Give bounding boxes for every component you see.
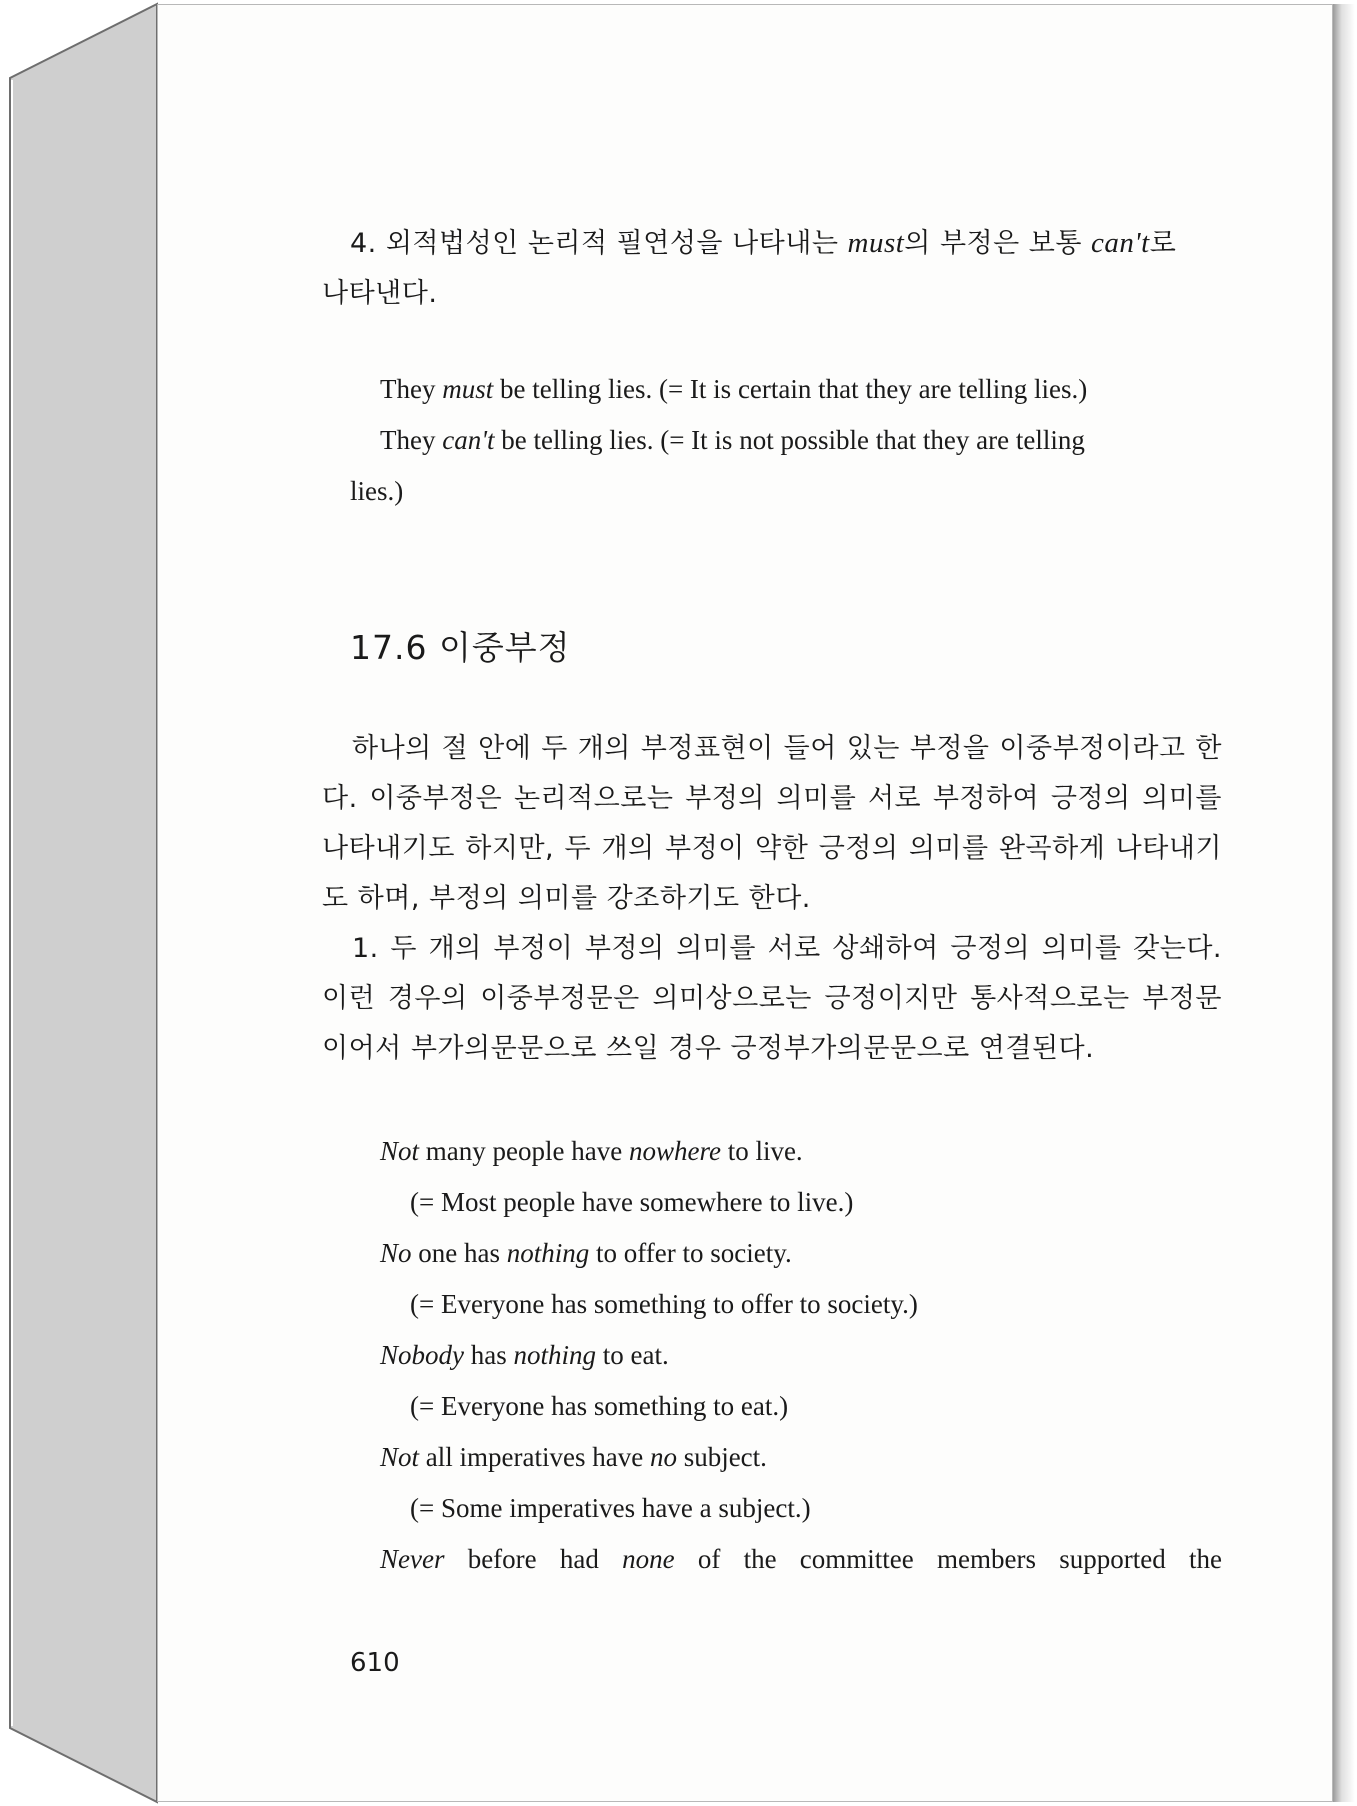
- example-sentence: [380, 1432, 1222, 1483]
- example-gloss: (= Everyone has something to offer to society.): [410, 1289, 918, 1319]
- text-span: 로: [1149, 228, 1177, 259]
- word: had: [559, 1544, 599, 1574]
- word: the: [743, 1544, 777, 1574]
- paragraph-4-line2: 나타낸다.: [322, 278, 438, 309]
- page-number: 610: [350, 1648, 400, 1678]
- examples-must: [350, 364, 1222, 517]
- text-span: subject.: [676, 1442, 767, 1472]
- text-span: be telling lies. (= It is not possible that they are telling: [494, 425, 1085, 455]
- example-gloss: (= Most people have somewhere to live.): [410, 1187, 854, 1217]
- word: members: [937, 1544, 1036, 1574]
- text-span: They: [380, 425, 443, 455]
- example-gloss: (= Everyone has something to eat.): [410, 1391, 789, 1421]
- example-cant: [380, 415, 1222, 466]
- term-must: must: [442, 374, 494, 404]
- example-sentence: [380, 1330, 1222, 1381]
- paragraph-4-line1: [322, 218, 1222, 269]
- text-span: to live.: [720, 1136, 803, 1166]
- word: supported: [1059, 1544, 1166, 1574]
- example-sentence: [380, 1126, 1222, 1177]
- page-edge-shadow: [1333, 4, 1355, 1802]
- example-gloss: (= Some imperatives have a subject.): [410, 1493, 811, 1523]
- text-span: to eat.: [596, 1340, 669, 1370]
- paragraph-4: [322, 218, 1222, 319]
- negator: nowhere: [628, 1136, 721, 1166]
- negator: No: [380, 1238, 412, 1268]
- point-1-paragraph: 1. 두 개의 부정이 부정의 의미를 서로 상쇄하여 긍정의 의미를 갖는다. 이런 경우의 이중부정문은 의미상으로는 긍정이지만 통사적으로는 부정문이어서 부가의문문으로 쓰일 경우 긍정부가의문문으로 연결된다.: [322, 933, 1222, 1064]
- word: committee: [799, 1544, 914, 1574]
- text-span: be telling lies. (= It is certain that they are telling lies.): [493, 374, 1088, 404]
- text-span: all imperatives have: [419, 1442, 650, 1472]
- term-cant: can't: [442, 425, 495, 455]
- word: of: [697, 1544, 721, 1574]
- intro-paragraph: 하나의 절 안에 두 개의 부정표현이 들어 있는 부정을 이중부정이라고 한다. 이중부정은 논리적으로는 부정의 의미를 서로 부정하여 긍정의 의미를 나타내기도 하지만, 두 개의 부정이 약한 긍정의 의미를 완곡하게 나타내기도 하며, 부정의 의미를 강조하기도 한다.: [322, 733, 1222, 914]
- examples-double-negation: [380, 1126, 1222, 1585]
- text-span: many people have: [419, 1136, 629, 1166]
- example-must: [380, 364, 1222, 415]
- negator: nothing: [506, 1238, 590, 1268]
- text-span: They: [380, 374, 443, 404]
- word: before: [467, 1544, 537, 1574]
- example-sentence-last: [380, 1534, 1222, 1585]
- section-heading: 17.6 이중부정: [350, 628, 571, 667]
- text-span: 의 부정은 보통: [904, 228, 1092, 259]
- term-must: must: [847, 227, 905, 259]
- word: the: [1188, 1544, 1222, 1574]
- negator: no: [649, 1442, 677, 1472]
- term-cant: can't: [1091, 227, 1150, 259]
- negator: Nobody: [380, 1340, 464, 1370]
- negator: Not: [380, 1136, 420, 1166]
- text-span: to offer to society.: [589, 1238, 792, 1268]
- negator: Never: [380, 1544, 445, 1574]
- text-span: has: [464, 1340, 514, 1370]
- text-span: one has: [411, 1238, 507, 1268]
- negator: none: [622, 1544, 675, 1574]
- negator: Not: [380, 1442, 420, 1472]
- negator: nothing: [513, 1340, 597, 1370]
- example-sentence: [380, 1228, 1222, 1279]
- example-cant-continued: lies.): [350, 476, 404, 506]
- text-span: 4. 외적법성인 논리적 필연성을 나타내는: [350, 228, 848, 259]
